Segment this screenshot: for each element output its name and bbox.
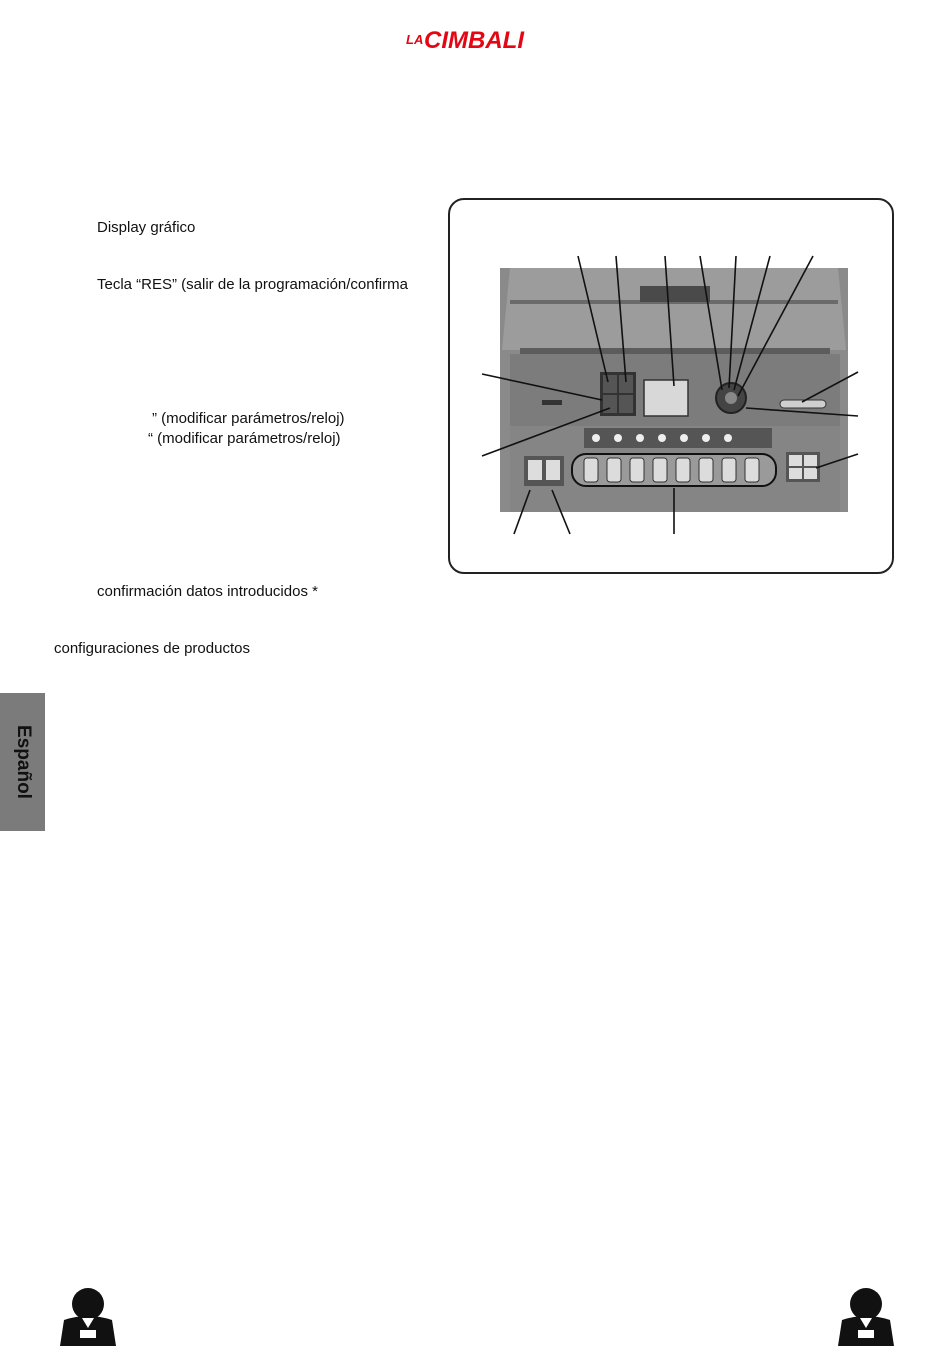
display-grafico-text: Display gráfico [97, 219, 196, 236]
machine-top-cover [502, 268, 846, 350]
machine-rail [520, 348, 830, 354]
language-label: Español [12, 725, 34, 799]
steam-key-1 [528, 460, 542, 480]
selector-dial-center [725, 392, 737, 404]
key-4 [619, 395, 633, 413]
product-config-text: configuraciones de productos [54, 640, 250, 657]
coffee-machine-illustration [450, 200, 896, 576]
tecla-res-text: Tecla “RES” (salir de la programación/confirma [97, 276, 408, 293]
key-1 [603, 375, 617, 393]
steam-key-2 [546, 460, 560, 480]
language-side-tab [0, 693, 45, 831]
logo-brand-text: CIMBALI [424, 27, 524, 54]
left-handle [542, 400, 562, 405]
machine-top-slot [640, 286, 710, 302]
modify-params-text-2: “ (modificar parámetros/reloj) [148, 430, 341, 447]
product-icon-strip [584, 428, 772, 448]
lacimbali-logo [404, 22, 546, 54]
barista-icon-left [56, 1286, 120, 1346]
barista-icon-right [834, 1286, 898, 1346]
graphic-display [644, 380, 688, 416]
modify-params-text-1: ” (modificar parámetros/reloj) [152, 410, 345, 427]
confirm-data-text: confirmación datos introducidos * [97, 583, 318, 600]
machine-figure [448, 198, 894, 574]
logo-la-text: LA [406, 32, 424, 47]
